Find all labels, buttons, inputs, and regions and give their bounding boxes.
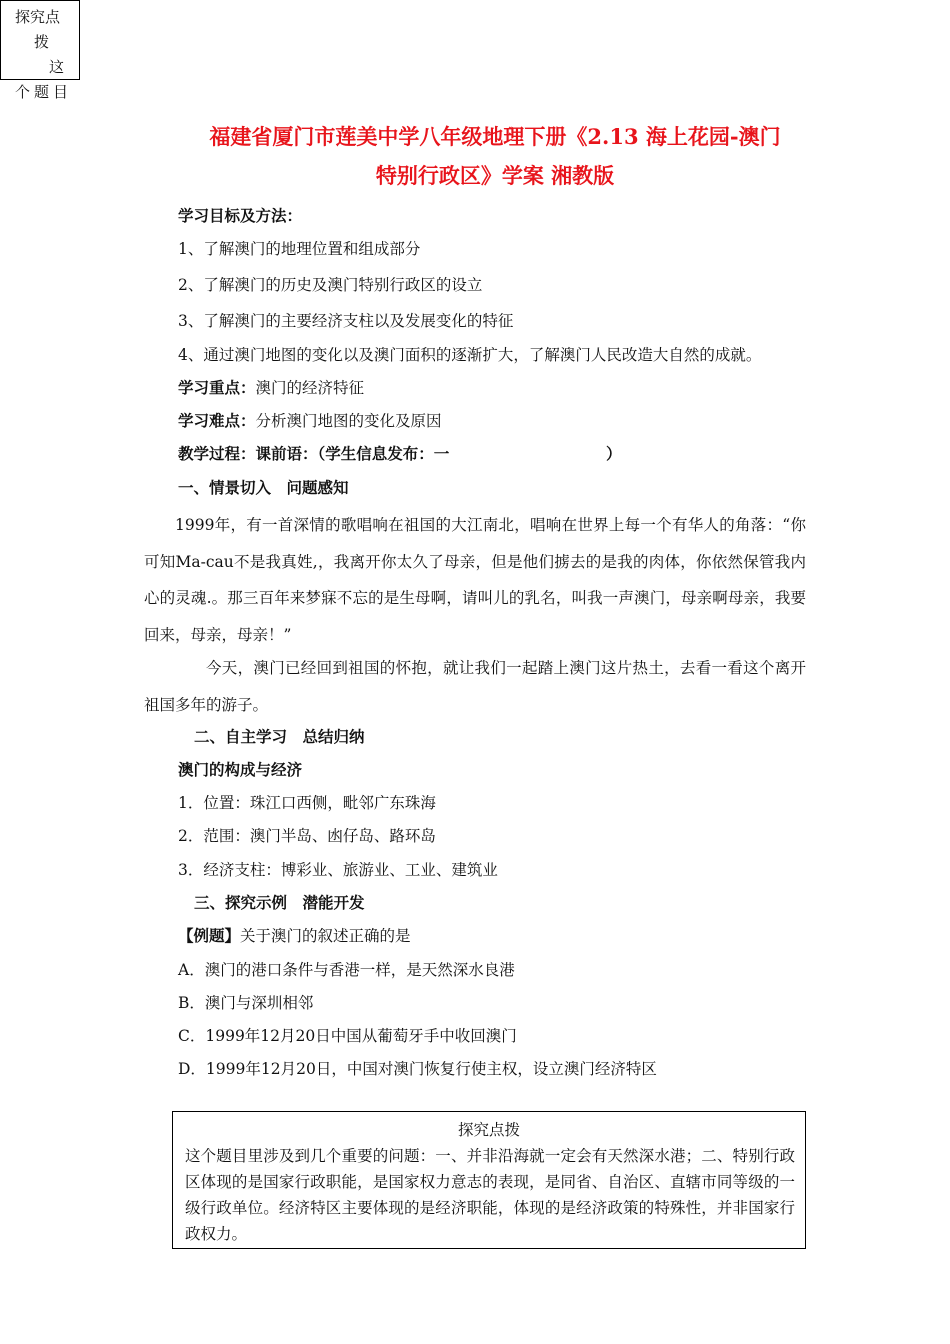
document-title-line1: 福建省厦门市莲美中学八年级地理下册《2.13 海上花园-澳门: [209, 124, 781, 149]
section2-item-3: 3．经济支柱：博彩业、旅游业、工业、建筑业: [178, 861, 498, 879]
example-row: [178, 924, 411, 946]
option-a: A．澳门的港口条件与香港一样，是天然深水良港: [178, 961, 515, 979]
explore-title: 探究点拨: [457, 1121, 520, 1139]
objective-item-1: 1、了解澳门的地理位置和组成部分: [178, 240, 421, 258]
objective-item-3: 3、了解澳门的主要经济支柱以及发展变化的特征: [178, 312, 514, 330]
section2-item-1: 1．位置：珠江口西侧，毗邻广东珠海: [178, 794, 436, 812]
process-close: ）: [606, 444, 622, 463]
option-d: D．1999年12月20日，中国对澳门恢复行使主权，设立澳门经济特区: [178, 1060, 657, 1078]
corner-note-line2: 拨: [34, 33, 50, 51]
corner-note-line3: 这: [49, 58, 65, 76]
difficulty-label: 学习难点：: [178, 411, 256, 430]
document-title-line2: 特别行政区》学案 湘教版: [375, 163, 615, 188]
option-b: B．澳门与深圳相邻: [178, 994, 314, 1012]
section2-heading: 二、自主学习 总结归纳: [194, 727, 365, 746]
key-point-label: 学习重点：: [178, 378, 256, 397]
option-c: C．1999年12月20日中国从葡萄牙手中收回澳门: [178, 1027, 517, 1045]
corner-note-line1: 探究点: [15, 8, 61, 26]
difficulty-row: [178, 409, 442, 431]
objectives-heading: 学习目标及方法：: [178, 206, 303, 225]
corner-note-box: [0, 0, 80, 80]
explore-box: [172, 1111, 806, 1249]
section2-item-2: 2．范围：澳门半岛、凼仔岛、路环岛: [178, 827, 436, 845]
section2-subheading: 澳门的构成与经济: [178, 760, 303, 779]
explore-text: 这个题目里涉及到几个重要的问题：一、并非沿海就一定会有天然深水港；二、特别行政区体现的是国家行政职能，是国家权力意志的表现，是同省、自治区、直辖市同等级的一级行政单位。经济特区主要体现的是经济职能，体现的是经济政策的特殊性，并非国家行政权力。: [185, 1147, 795, 1243]
objective-item-2: 2、了解澳门的历史及澳门特别行政区的设立: [178, 276, 483, 294]
corner-note-tail: 个题目: [15, 83, 73, 101]
difficulty-text: 分析澳门地图的变化及原因: [255, 412, 442, 430]
section1-heading: 一、情景切入 问题感知: [178, 478, 349, 497]
key-point-row: [178, 376, 364, 398]
section3-heading: 三、探究示例 潜能开发: [194, 893, 365, 912]
key-point-text: 澳门的经济特征: [255, 379, 365, 397]
example-label: 【例题】: [178, 926, 241, 945]
section1-paragraph-1: 1999年，有一首深情的歌唱响在祖国的大江南北，唱响在世界上每一个有华人的角落：“你可知Ma-cau不是我真姓,，我离开你太久了母亲，但是他们掳去的是我的肉体，你依然保管我内心的灵魂.。那三百年来梦寐不忘的是生母啊，请叫儿的乳名，叫我一声澳门，母亲啊母亲，我要回来，母亲，母亲！”: [144, 516, 806, 644]
section1-paragraph-2: 今天，澳门已经回到祖国的怀抱，就让我们一起踏上澳门这片热土，去看一看这个离开祖国多年的游子。: [144, 659, 806, 714]
example-text: 关于澳门的叙述正确的是: [240, 927, 411, 945]
objective-item-4: 4、通过澳门地图的变化以及澳门面积的逐渐扩大，了解澳门人民改造大自然的成就。: [178, 346, 762, 364]
process-line: 教学过程：课前语：（学生信息发布：一: [178, 444, 450, 463]
